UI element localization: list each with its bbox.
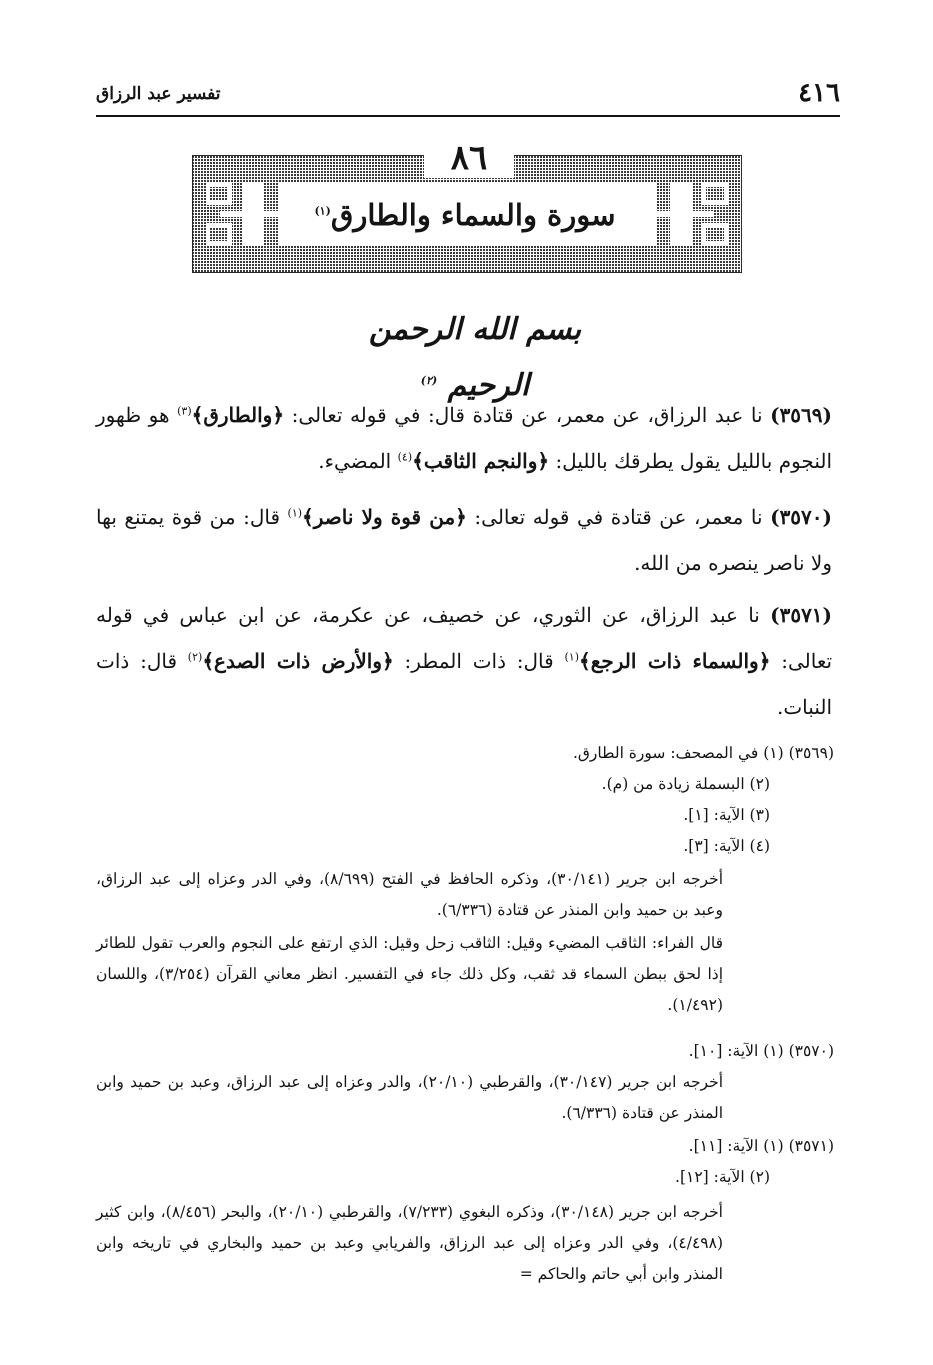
- footnote-3571-takhrij: أخرجه ابن جرير (٣٠/١٤٨)، وذكره البغوي (٧/٢٣٣)، والقرطبي (٢٠/١٠)، والبحر (٨/٤٥٦)، وابن كثير (٤/٤٩٨)، وفي الدر وعزاه إلى عبد الرزاق، والفريابي وعبد بن حميد والبخاري في تاريخه وابن المنذر وابن أبي حاتم والحاكم =: [96, 1203, 723, 1283]
- paragraph-3570: [96, 494, 832, 586]
- footnote-ref: (٢): [187, 650, 203, 664]
- paragraph-text: هو ظهور النجوم بالليل يقول يطرقك بالليل:: [96, 403, 832, 473]
- footnote-text: (٢) البسملة زيادة من (م).: [601, 775, 770, 793]
- footnote-3569-takhrij: أخرجه ابن جرير (٣٠/١٤١)، وذكره الحافظ في الفتح (٨/٦٩٩)، وفي الدر وعزاه إلى عبد الرزاق، وعبد بن حميد وابن المنذر عن قتادة (٦/٣٣٦).: [96, 870, 723, 919]
- basmala-text: بسم الله الرحمن الرحيم: [368, 312, 582, 403]
- basmala-note: (٢): [420, 374, 438, 387]
- footnote-text: (٤) الآية: [٣].: [683, 837, 770, 855]
- page-number: ٤١٦: [798, 78, 840, 108]
- paragraph-text: قال: من قوة يمتنع بها ولا ناصر ينصره من الله.: [96, 505, 832, 575]
- footnote-3569-3: [96, 800, 834, 831]
- book-title: تفسير عبد الرزاق: [96, 84, 221, 104]
- quran-quote: ﴿والسماء ذات الرجع﴾: [579, 649, 771, 673]
- footnote-3571-2: [96, 1162, 834, 1193]
- paragraph-text: قال: ذات النبات.: [96, 649, 832, 719]
- footnote-3570-1: (٣٥٧٠) (١) الآية: [١٠].: [688, 1042, 834, 1060]
- footnote-3569-1: (٣٥٦٩) (١) في المصحف: سورة الطارق.: [572, 744, 834, 762]
- paragraph-text: نا عبد الرزاق، عن معمر، عن قتادة قال: في قوله تعالى:: [291, 403, 763, 427]
- footnote-3569-farra: قال الفراء: الثاقب المضيء وقيل: الثاقب زحل وقيل: الذي ارتفع على النجوم والعرب تقول للطائر إذا لحق ببطن السماء قد ثقب، وكل ذلك جاء في التفسير. انظر معاني القرآن (٣/٢٥٤)، واللسان (١/٤٩٢).: [96, 934, 723, 1014]
- surah-number: ٨٦: [424, 138, 514, 178]
- surah-name: سورة والسماء والطارق: [330, 198, 616, 232]
- paragraph-text: قال: ذات المطر:: [404, 649, 554, 673]
- surah-title: [280, 192, 650, 238]
- narration-number: (٣٥٧٠): [770, 505, 832, 529]
- paragraph-text: نا عبد الرزاق، عن الثوري، عن خصيف، عن عكرمة، عن ابن عباس في قوله تعالى:: [96, 603, 833, 673]
- header-rule: [96, 115, 840, 117]
- footnote-3569-2: [96, 769, 834, 800]
- footnote-text: (٣) الآية: [١].: [683, 806, 770, 824]
- surah-name-note: (١): [314, 204, 331, 218]
- quran-quote: ﴿والطارق﴾: [191, 403, 285, 427]
- footnote-3571-1: (٣٥٧١) (١) الآية: [١١].: [688, 1137, 834, 1155]
- paragraph-text: نا معمر، عن قتادة في قوله تعالى:: [474, 505, 763, 529]
- narration-number: (٣٥٦٩): [770, 403, 832, 427]
- footnote-3569-4: [96, 831, 834, 862]
- quran-quote: ﴿من قوة ولا ناصر﴾: [302, 505, 467, 529]
- footnote-ref: (٣): [177, 404, 192, 418]
- quran-quote: ﴿والأرض ذات الصدع﴾: [202, 649, 394, 673]
- paragraph-3571: [96, 592, 832, 730]
- narration-number: (٣٥٧١): [770, 603, 833, 627]
- footnote-ref: (١): [564, 650, 580, 664]
- footnote-3570-takhrij: أخرجه ابن جرير (٣٠/١٤٧)، والقرطبي (٢٠/١٠)، والدر وعزاه إلى عبد الرزاق، وعبد بن حميد وابن المنذر عن قتادة (٦/٣٣٦).: [96, 1073, 723, 1122]
- paragraph-text: المضيء.: [318, 449, 392, 473]
- paragraph-3569: [96, 392, 832, 484]
- footnote-text: (٢) الآية: [١٢].: [675, 1168, 770, 1186]
- quran-quote: ﴿والنجم الثاقب﴾: [412, 449, 550, 473]
- footnote-ref: (٤): [397, 450, 413, 464]
- running-header: [96, 78, 840, 110]
- footnote-ref: (١): [287, 506, 303, 520]
